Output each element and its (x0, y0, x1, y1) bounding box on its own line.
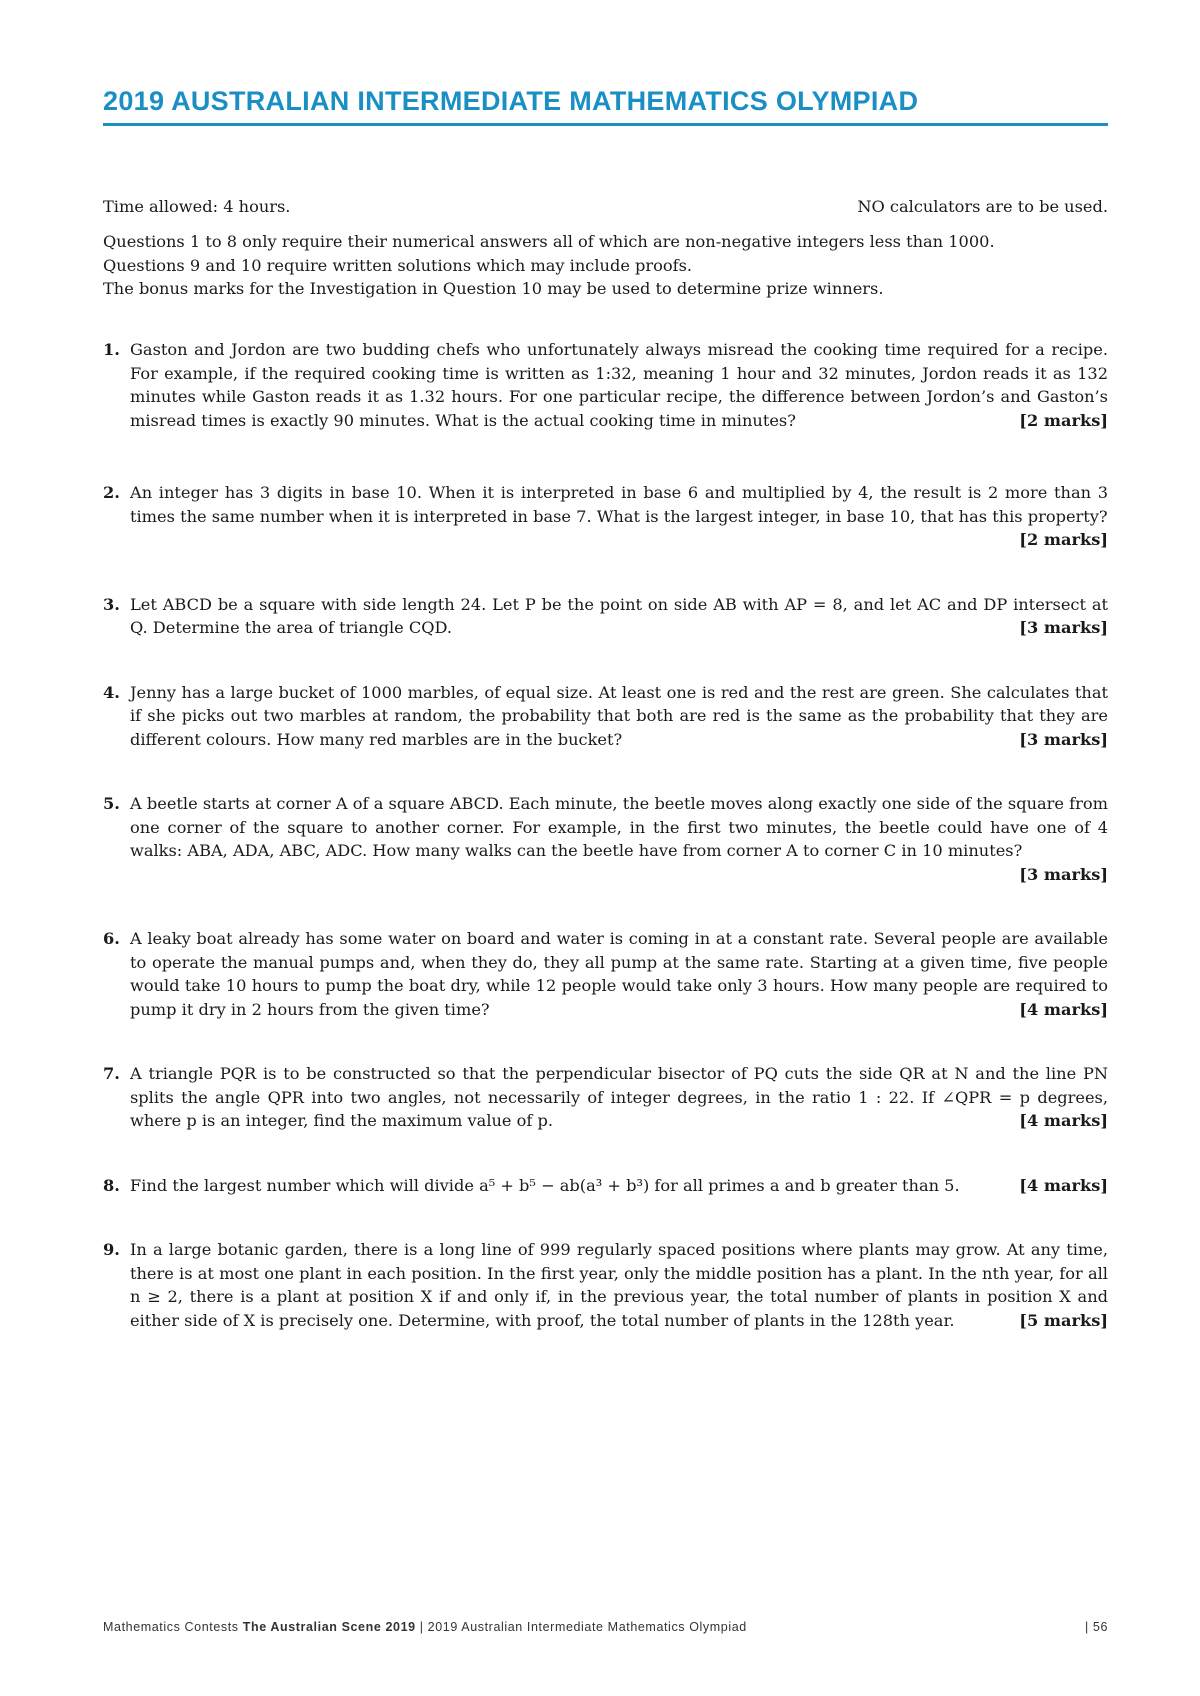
question-marks: [2 marks] (1019, 530, 1108, 549)
question-3 (103, 593, 1108, 640)
question-7 (103, 1062, 1108, 1133)
question-number: 1. (103, 340, 120, 359)
page-number: | 56 (1084, 1620, 1108, 1634)
question-1 (103, 338, 1108, 432)
question-6 (103, 927, 1108, 1021)
question-5 (103, 792, 1108, 886)
intro-notes (103, 230, 1108, 301)
question-text: An integer has 3 digits in base 10. When it is interpreted in base 6 and multiplied by 4, the result is 2 more than 3 times the same number when it is interpreted in base 7. What is the largest integer, in base 10, that has this property? (130, 483, 1108, 526)
question-text: Let ABCD be a square with side length 24. Let P be the point on side AB with AP = 8, and let AC and DP intersect at Q. Determine the area of triangle CQD. (130, 594, 1108, 637)
page-title: 2019 AUSTRALIAN INTERMEDIATE MATHEMATICS OLYMPIAD (103, 86, 919, 116)
question-number: 5. (103, 794, 120, 813)
question-text: In a large botanic garden, there is a long line of 999 regularly spaced positions where plants may grow. At any time, there is at most one plant in each position. In the first year, only the middle position has a plant. In the nth year, for all n ≥ 2, there is a plant at position X if and only if, in the previous year, the total number of plants in position X and either side of X is precisely one. Determine, with proof, the total number of plants in the 128th year. (130, 1240, 1108, 1330)
question-8 (103, 1174, 1108, 1198)
question-text: Gaston and Jordon are two budding chefs who unfortunately always misread the cooking time required for a recipe. For example, if the required cooking time is written as 1:32, meaning 1 hour and 32 minutes, Jordon reads it as 132 minutes while Gaston reads it as 1.32 hours. For one particular recipe, the difference between Jordon’s and Gaston’s misread times is exactly 90 minutes. What is the actual cooking time in minutes? (130, 340, 1108, 430)
question-marks: [3 marks] (1019, 618, 1108, 637)
question-marks: [5 marks] (1019, 1310, 1108, 1330)
question-number: 3. (103, 594, 120, 614)
intro-line: Questions 9 and 10 require written solutions which may include proofs. (103, 255, 693, 275)
question-number: 8. (103, 1175, 120, 1195)
question-text: Jenny has a large bucket of 1000 marbles, of equal size. At least one is red and the rest are green. She calculates that if she picks out two marbles at random, the probability that both are red is the same as the probability that they are different colours. How many red marbles are in the bucket? (130, 682, 1108, 749)
question-9 (103, 1238, 1108, 1332)
question-number: 6. (103, 929, 120, 948)
footer-competition: | 2019 Australian Intermediate Mathematics Olympiad (415, 1620, 747, 1634)
question-marks: [4 marks] (1019, 1111, 1108, 1130)
question-text: A leaky boat already has some water on board and water is coming in at a constant rate. Several people are available to operate the manual pumps and, when they do, they all pump at the same rate. Starting at a given time, five people would take 10 hours to pump the boat dry, while 12 people would take only 3 hours. How many people are required to pump it dry in 2 hours from the given time? (130, 929, 1108, 1019)
footer-source (103, 1620, 747, 1634)
question-marks: [3 marks] (1019, 864, 1108, 884)
question-marks: [4 marks] (1019, 1175, 1108, 1195)
question-list (103, 338, 1108, 1332)
question-4 (103, 681, 1108, 752)
intro-line: Questions 1 to 8 only require their numerical answers all of which are non-negative integers less than 1000. (103, 232, 995, 251)
question-text: Find the largest number which will divide a⁵ + b⁵ − ab(a³ + b³) for all primes a and b greater than 5. (130, 1175, 960, 1195)
title-divider (103, 123, 1108, 126)
question-number: 7. (103, 1064, 120, 1083)
time-allowed: Time allowed: 4 hours. (103, 197, 291, 216)
question-marks: [4 marks] (1019, 999, 1108, 1019)
question-2 (103, 481, 1108, 552)
footer-series: Mathematics Contests (103, 1620, 243, 1634)
question-number: 9. (103, 1240, 120, 1259)
exam-instructions-row (103, 195, 1108, 219)
footer-publication: The Australian Scene 2019 (242, 1620, 416, 1634)
intro-line: The bonus marks for the Investigation in Question 10 may be used to determine prize winners. (103, 279, 884, 298)
question-marks: [2 marks] (1019, 410, 1108, 430)
calculator-note: NO calculators are to be used. (857, 197, 1108, 216)
question-number: 4. (103, 682, 120, 702)
page-footer (103, 1620, 1108, 1634)
question-marks: [3 marks] (1019, 729, 1108, 749)
question-number: 2. (103, 483, 120, 502)
question-text: A beetle starts at corner A of a square ABCD. Each minute, the beetle moves along exactly one side of the square from one corner of the square to another corner. For example, in the first two minutes, the beetle could have one of 4 walks: ABA, ADA, ABC, ADC. How many walks can the beetle have from corner A to corner C in 10 minutes? (130, 794, 1108, 860)
question-text: A triangle PQR is to be constructed so that the perpendicular bisector of PQ cuts the side QR at N and the line PN splits the angle QPR into two angles, not necessarily of integer degrees, in the ratio 1 : 22. If ∠QPR = p degrees, where p is an integer, find the maximum value of p. (130, 1064, 1108, 1130)
